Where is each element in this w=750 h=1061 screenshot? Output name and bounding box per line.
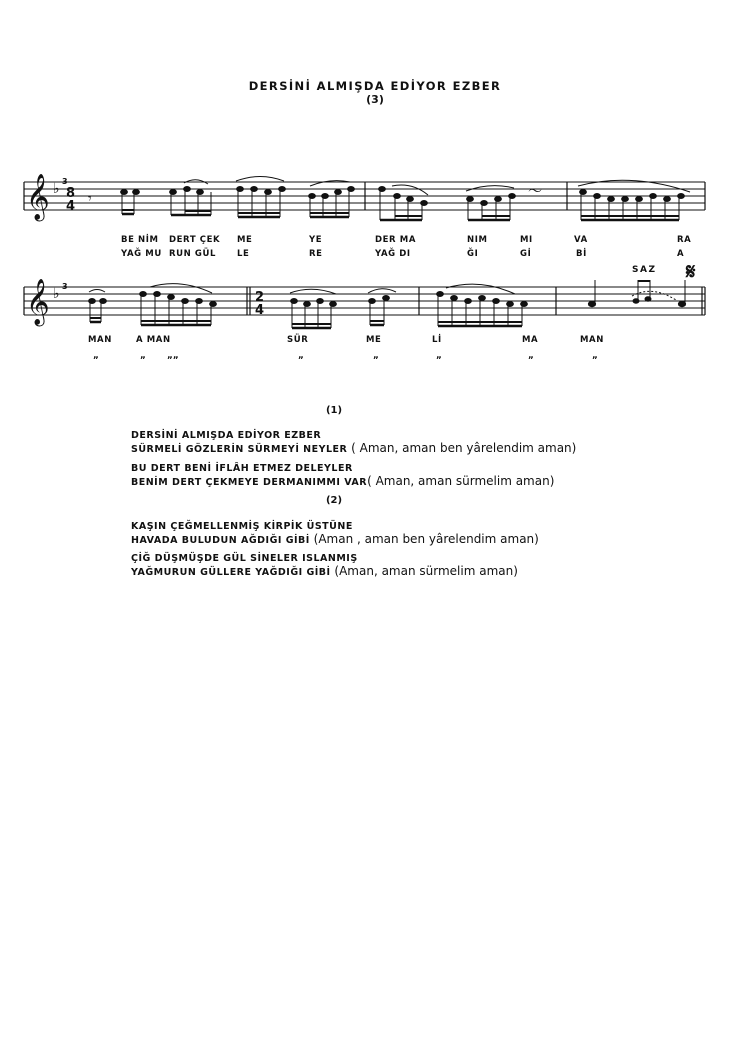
lyric-syllable: A MAN	[136, 335, 171, 345]
time-signature-small: 3	[62, 177, 68, 186]
song-title: DERSİNİ ALMIŞDA EDİYOR EZBER	[248, 79, 502, 93]
song-subtitle: (3)	[366, 93, 384, 106]
verse-line: KAŞIN ÇEĞMELLENMİŞ KİRPİK ÜSTÜNE	[131, 521, 353, 532]
ditto-mark: „	[373, 351, 379, 361]
verse-line: BU DERT BENİ İFLÂH ETMEZ DELEYLER	[131, 463, 353, 474]
ditto-mark: „	[528, 351, 534, 361]
lyric-syllable: MI	[520, 235, 533, 245]
lyric-syllable: RA	[677, 235, 692, 245]
lyric-syllable: ME	[366, 335, 382, 345]
treble-clef-icon: 𝄞	[26, 279, 50, 325]
flat-icon: ♭	[53, 181, 60, 197]
lyric-syllable: Lİ	[432, 335, 442, 345]
lyric-syllable: ME	[237, 235, 253, 245]
lyric-syllable: A	[677, 249, 685, 259]
verse-line: HAVADA BULUDUN AĞDIĞI GİBİ (Aman , aman ben yârelendim aman)	[131, 532, 539, 546]
lyric-syllable: YAĞ MU	[121, 249, 162, 259]
lyric-syllable: DER MA	[375, 235, 417, 245]
note-group	[121, 177, 690, 221]
time-signature-bottom: 4	[255, 303, 265, 318]
lyric-syllable: BE NİM	[121, 235, 159, 245]
ditto-mark: „	[140, 351, 146, 361]
ditto-mark: „	[436, 351, 442, 361]
verse-line: ÇİĞ DÜŞMÜŞDE GÜL SİNELER ISLANMIŞ	[131, 553, 358, 564]
time-signature-top: 2	[255, 290, 265, 305]
verse-number: (2)	[325, 495, 343, 506]
verse-number: (1)	[325, 405, 343, 416]
lyric-syllable: Bİ	[576, 249, 587, 259]
lyric-syllable: MAN	[580, 335, 604, 345]
flat-icon: ♭	[53, 286, 60, 302]
lyric-syllable: MA	[522, 335, 539, 345]
ditto-mark: „	[592, 351, 598, 361]
lyric-syllable: MAN	[88, 335, 112, 345]
ditto-mark: „	[298, 351, 304, 361]
verse-line: DERSİNİ ALMIŞDA EDİYOR EZBER	[131, 430, 322, 441]
lyric-syllable: RE	[309, 249, 323, 259]
time-signature-top: 8	[66, 186, 76, 201]
lyric-syllable: YAĞ DI	[375, 249, 411, 259]
ditto-mark: „„	[167, 351, 179, 361]
saz-label: SAZ	[632, 265, 657, 275]
verse-line: SÜRMELİ GÖZLERİN SÜRMEYİ NEYLER ( Aman, aman ben yârelendim aman)	[131, 441, 577, 455]
lyric-syllable: YE	[309, 235, 323, 245]
treble-clef-icon: 𝄞	[26, 174, 50, 220]
verse-line: YAĞMURUN GÜLLERE YAĞDIĞI GİBİ (Aman, aman sürmelim aman)	[131, 564, 518, 578]
lyric-syllable: NIM	[467, 235, 488, 245]
lyric-syllable: Gİ	[520, 249, 532, 259]
verse-line: BENİM DERT ÇEKMEYE DERMANIMMI VAR( Aman, aman sürmelim aman)	[131, 474, 555, 488]
eighth-rest-icon: 𝄾	[88, 191, 92, 207]
lyric-syllable: ĞI	[467, 249, 479, 259]
lyric-syllable: LE	[237, 249, 250, 259]
segno-icon: 𝄋	[686, 259, 696, 285]
lyric-syllable: SÜR	[287, 335, 309, 345]
lyric-syllable: VA	[574, 235, 588, 245]
time-signature-bottom: 4	[66, 199, 76, 214]
lyric-syllable: RUN GÜL	[169, 249, 217, 259]
ditto-mark: „	[93, 351, 99, 361]
lyric-syllable: DERT ÇEK	[169, 235, 221, 245]
time-signature-small: 3	[62, 282, 68, 291]
svg-text:〜: 〜	[528, 184, 542, 200]
